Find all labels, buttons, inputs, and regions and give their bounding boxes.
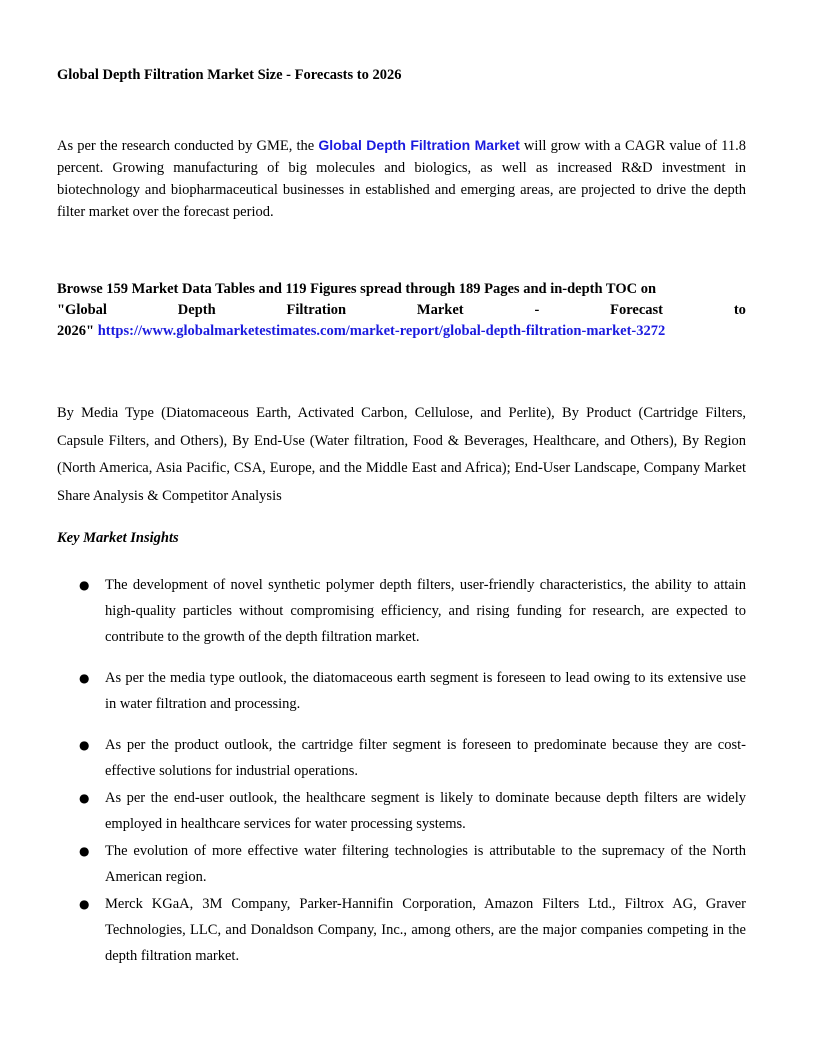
browse-line-3 <box>57 321 746 342</box>
list-item <box>57 838 746 890</box>
browse-line-1: Browse 159 Market Data Tables and 119 Figures spread through 189 Pages and in-depth TOC on <box>57 281 657 297</box>
list-item-text: As per the media type outlook, the diatomaceous earth segment is foreseen to lead owing to its extensive use in water filtration and processing. <box>105 670 746 712</box>
browse-paragraph <box>57 279 746 342</box>
intro-text-before: As per the research conducted by GME, the <box>57 138 315 154</box>
list-item-text: As per the product outlook, the cartridge filter segment is foreseen to predominate because they are cost-effective solutions for industrial operations. <box>105 737 746 779</box>
browse-word: Filtration <box>286 302 347 318</box>
bullet-icon: ● <box>79 738 90 752</box>
page-title: Global Depth Filtration Market Size - Forecasts to 2026 <box>57 67 402 83</box>
list-item-text: Merck KGaA, 3M Company, Parker-Hannifin Corporation, Amazon Filters Ltd., Filtrox AG, Graver Technologies, LLC, and Donaldson Company, Inc., among others, are the major companies competing in the depth filtration market. <box>105 896 746 964</box>
browse-line-3-prefix: 2026" <box>57 323 95 339</box>
key-insights-heading: Key Market Insights <box>57 530 179 546</box>
market-name-highlight: Global Depth Filtration Market <box>318 137 520 153</box>
intro-text-after: will grow with a CAGR value of 11.8 percent. Growing manufacturing of big molecules and biologics, as well as increased R&D investment in biotechnology and biopharmaceutical businesses in established and emerging areas, are projected to drive the depth filter market over the forecast period. <box>57 138 746 220</box>
insights-list <box>57 572 746 969</box>
list-item <box>57 572 746 650</box>
browse-word: Forecast <box>610 302 663 318</box>
list-item-text: As per the end-user outlook, the healthcare segment is likely to dominate because depth filters are widely employed in healthcare services for water processing systems. <box>105 790 746 832</box>
bullet-icon: ● <box>79 844 90 858</box>
list-item <box>57 732 746 784</box>
list-item <box>57 665 746 717</box>
report-url-link[interactable]: https://www.globalmarketestimates.com/market-report/global-depth-filtration-market-3272 <box>97 323 666 339</box>
bullet-icon: ● <box>79 791 90 805</box>
bullet-icon: ● <box>79 578 90 592</box>
browse-word: Depth <box>177 302 216 318</box>
browse-word: Market <box>416 302 464 318</box>
list-item-text: The evolution of more effective water filtering technologies is attributable to the supremacy of the North American region. <box>105 843 746 885</box>
browse-word: to <box>733 302 746 318</box>
list-item-text: The development of novel synthetic polymer depth filters, user-friendly characteristics, the ability to attain high-quality particles without compromising efficiency, and rising funding for research, are expected to contribute to the growth of the depth filtration market. <box>105 577 746 645</box>
browse-word: - <box>534 302 540 318</box>
bullet-icon: ● <box>79 897 90 911</box>
list-item <box>57 891 746 969</box>
browse-word: "Global <box>57 302 107 318</box>
segmentation-paragraph: By Media Type (Diatomaceous Earth, Activated Carbon, Cellulose, and Perlite), By Product (Cartridge Filters, Capsule Filters, and Others), By End-Use (Water filtration, Food & Beverages, Healthcare, and Others), By Region (North America, Asia Pacific, CSA, Europe, and the Middle East and Africa); End-User Landscape, Company Market Share Analysis & Competitor Analysis <box>57 405 746 504</box>
list-item <box>57 785 746 837</box>
bullet-icon: ● <box>79 671 90 685</box>
intro-paragraph <box>57 134 746 223</box>
browse-line-2 <box>57 300 746 321</box>
